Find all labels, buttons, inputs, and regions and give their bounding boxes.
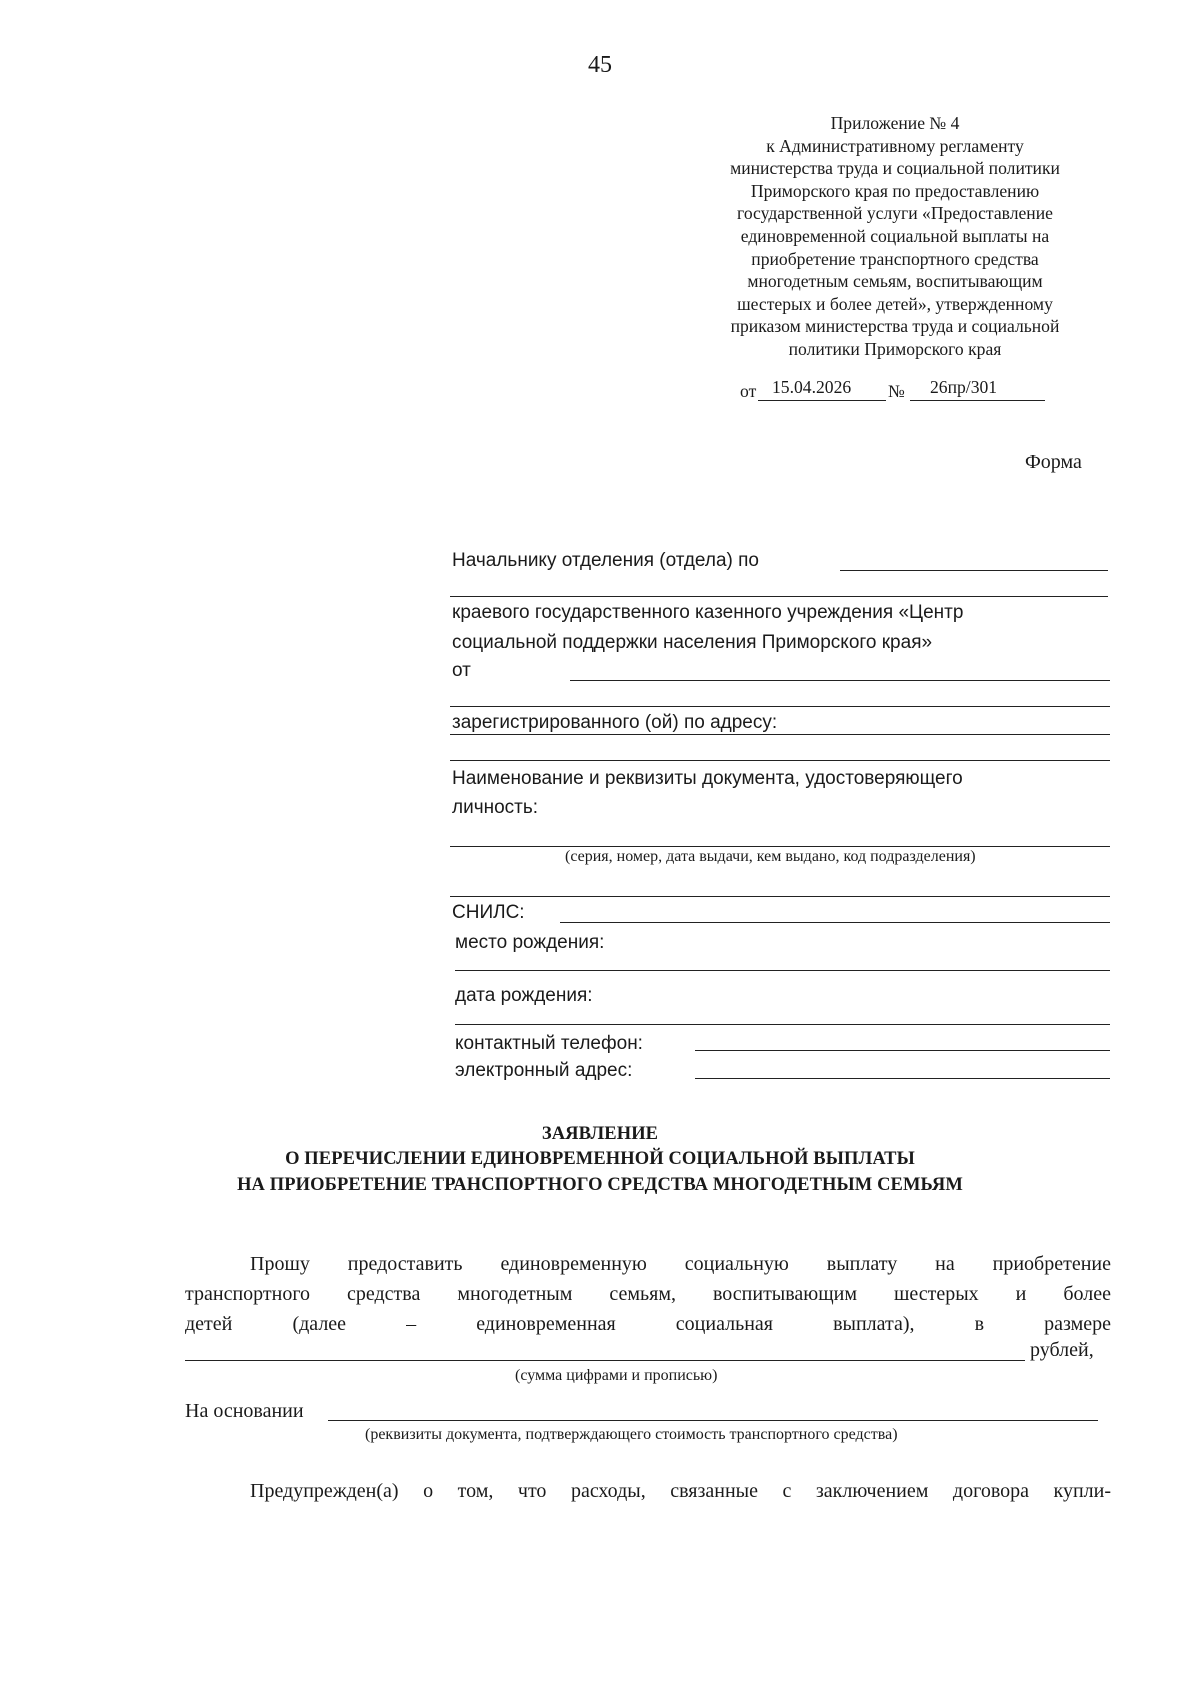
id-doc-label-1: Наименование и реквизиты документа, удостоверяющего xyxy=(452,768,963,789)
birthdate-field-line[interactable] xyxy=(455,1024,1110,1025)
rubles-label: рублей, xyxy=(1030,1339,1094,1361)
to-head-label: Начальнику отделения (отдела) по xyxy=(452,550,759,571)
address-field-line-2[interactable] xyxy=(450,760,1110,761)
birthplace-label: место рождения: xyxy=(455,932,605,953)
order-date: 15.04.2026 xyxy=(772,377,852,397)
appendix-line: приобретение транспортного средства xyxy=(751,248,1039,269)
basis-hint: (реквизиты документа, подтверждающего стоимость транспортного средства) xyxy=(365,1426,898,1443)
from-field-line-2[interactable] xyxy=(450,706,1110,707)
form-label: Форма xyxy=(1025,451,1082,473)
appendix-line: Приморского края по предоставлению xyxy=(750,180,1040,201)
order-number-label: № xyxy=(888,381,905,401)
email-label: электронный адрес: xyxy=(455,1060,633,1081)
id-doc-hint: (серия, номер, дата выдачи, кем выдано, код подразделения) xyxy=(565,848,976,865)
appendix-line: Приложение № 4 xyxy=(830,113,960,133)
page-number: 45 xyxy=(588,52,612,78)
title-line-3: НА ПРИОБРЕТЕНИЕ ТРАНСПОРТНОГО СРЕДСТВА МНОГОДЕТНЫМ СЕМЬЯМ xyxy=(237,1175,963,1195)
appendix-line: единовременной социальной выплаты на xyxy=(740,225,1050,246)
registered-label: зарегистрированного (ой) по адресу: xyxy=(452,712,778,733)
appendix-line: к Административному регламенту xyxy=(766,135,1024,156)
basis-label: На основании xyxy=(185,1400,304,1422)
phone-field-line[interactable] xyxy=(695,1050,1110,1051)
snils-field-line[interactable] xyxy=(560,922,1110,923)
order-number-underline xyxy=(910,400,1045,401)
id-doc-label-2: личность: xyxy=(452,797,539,818)
title-line-2: О ПЕРЕЧИСЛЕНИИ ЕДИНОВРЕМЕННОЙ СОЦИАЛЬНОЙ ВЫПЛАТЫ xyxy=(285,1149,915,1169)
order-ot-label: от xyxy=(740,381,757,401)
appendix-line: шестерых и более детей», утвержденному xyxy=(737,293,1053,314)
department-field-line[interactable] xyxy=(840,570,1108,571)
phone-label: контактный телефон: xyxy=(455,1033,643,1054)
body-line-2: транспортного средства многодетным семьям, воспитывающим шестерых и более xyxy=(185,1283,1111,1305)
title-line-1: ЗАЯВЛЕНИЕ xyxy=(541,1124,659,1144)
birthplace-field-line[interactable] xyxy=(455,970,1110,971)
body-line-3: детей (далее – единовременная социальная выплата), в размере xyxy=(185,1313,1111,1335)
basis-field-line[interactable] xyxy=(328,1420,1098,1421)
from-label: от xyxy=(452,660,471,681)
appendix-line: приказом министерства труда и социальной xyxy=(730,316,1060,337)
appendix-header xyxy=(685,112,1105,361)
id-doc-field-line[interactable] xyxy=(450,846,1110,847)
email-field-line[interactable] xyxy=(695,1078,1110,1079)
appendix-line: государственной услуги «Предоставление xyxy=(737,203,1053,224)
appendix-line: министерства труда и социальной политики xyxy=(730,158,1060,179)
department-field-line-2[interactable] xyxy=(450,596,1108,597)
sum-field-line[interactable] xyxy=(185,1360,1025,1361)
order-number: 26пр/301 xyxy=(930,377,998,397)
from-field-line[interactable] xyxy=(570,680,1110,681)
sum-hint: (сумма цифрами и прописью) xyxy=(515,1367,718,1384)
appendix-line: политики Приморского края xyxy=(788,338,1002,359)
body-line-1: Прошу предоставить единовременную социальную выплату на приобретение xyxy=(250,1253,1111,1275)
birthdate-label: дата рождения: xyxy=(455,985,593,1006)
warning-line: Предупрежден(а) о том, что расходы, связанные с заключением договора купли- xyxy=(250,1480,1111,1502)
institution-line-2: социальной поддержки населения Приморского края» xyxy=(452,632,933,653)
address-field-line[interactable] xyxy=(450,734,1110,735)
id-doc-field-line-2[interactable] xyxy=(450,896,1110,897)
institution-line-1: краевого государственного казенного учреждения «Центр xyxy=(452,602,964,623)
appendix-line: многодетным семьям, воспитывающим xyxy=(747,271,1043,292)
snils-label: СНИЛС: xyxy=(452,902,525,923)
order-date-underline xyxy=(758,400,886,401)
